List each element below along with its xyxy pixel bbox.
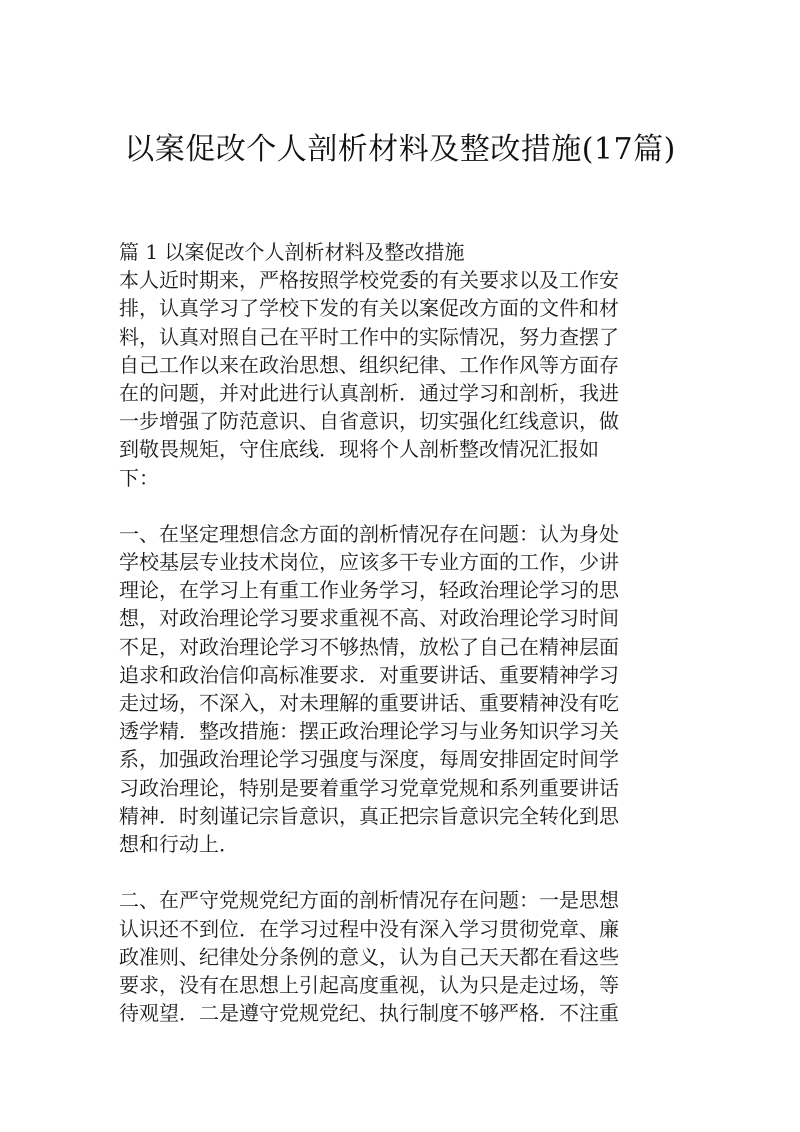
paragraph-line: 精神．时刻谨记宗旨意识，真正把宗旨意识完全转化到思 [119, 803, 619, 828]
paragraph-line: 待观望．二是遵守党规党纪、执行制度不够严格．不注重 [119, 1001, 619, 1026]
paragraph-line: 到敬畏规矩，守住底线．现将个人剖析整改情况汇报如 [119, 437, 599, 462]
paragraph-line: 系，加强政治理论学习强度与深度，每周安排固定时间学 [119, 747, 619, 772]
paragraph-line: 排，认真学习了学校下发的有关以案促改方面的文件和材 [119, 296, 619, 321]
paragraph-line: 想和行动上． [119, 831, 239, 856]
document-body [119, 238, 667, 1027]
paragraph-line: 本人近时期来，严格按照学校党委的有关要求以及工作安 [119, 268, 619, 293]
paragraph-line: 认识还不到位．在学习过程中没有深入学习贯彻党章、廉 [119, 916, 619, 941]
section-heading: 篇 1 以案促改个人剖析材料及整改措施 [119, 240, 465, 264]
paragraph-line: 走过场，不深入，对未理解的重要讲话、重要精神没有吃 [119, 691, 619, 716]
paragraph-line: 学校基层专业技术岗位，应该多干专业方面的工作，少讲 [119, 550, 619, 575]
paragraph-line: 政准则、纪律处分条例的意义，认为自己天天都在看这些 [119, 944, 619, 969]
paragraph-line: 二、在严守党规党纪方面的剖析情况存在问题：一是思想 [119, 888, 619, 913]
paragraph-line: 习政治理论，特别是要着重学习党章党规和系列重要讲话 [119, 775, 619, 800]
paragraph-line: 自己工作以来在政治思想、组织纪律、工作作风等方面存 [119, 352, 619, 377]
paragraph-line: 不足，对政治理论学习不够热情，放松了自己在精神层面 [119, 634, 619, 659]
paragraph-line: 下： [119, 465, 159, 490]
paragraph-spacer [119, 492, 667, 520]
paragraph-line: 要求，没有在思想上引起高度重视，认为只是走过场，等 [119, 972, 619, 997]
paragraph-line: 想，对政治理论学习要求重视不高、对政治理论学习时间 [119, 606, 619, 631]
paragraph-intro [119, 266, 667, 492]
paragraph-line: 料，认真对照自己在平时工作中的实际情况，努力查摆了 [119, 324, 619, 349]
paragraph-discipline [119, 886, 667, 1027]
paragraph-line: 一步增强了防范意识、自省意识，切实强化红线意识，做 [119, 409, 619, 434]
paragraph-line: 透学精．整改措施：摆正政治理论学习与业务知识学习关 [119, 719, 619, 744]
paragraph-spacer [119, 858, 667, 886]
paragraph-line: 理论，在学习上有重工作业务学习，轻政治理论学习的思 [119, 578, 619, 603]
paragraph-ideals [119, 520, 667, 858]
paragraph-line: 在的问题，并对此进行认真剖析．通过学习和剖析，我进 [119, 380, 619, 405]
paragraph-line: 追求和政治信仰高标准要求．对重要讲话、重要精神学习 [119, 662, 619, 687]
paragraph-line: 一、在坚定理想信念方面的剖析情况存在问题：认为身处 [119, 521, 619, 546]
document-title: 以案促改个人剖析材料及整改措施(17篇) [124, 132, 676, 168]
